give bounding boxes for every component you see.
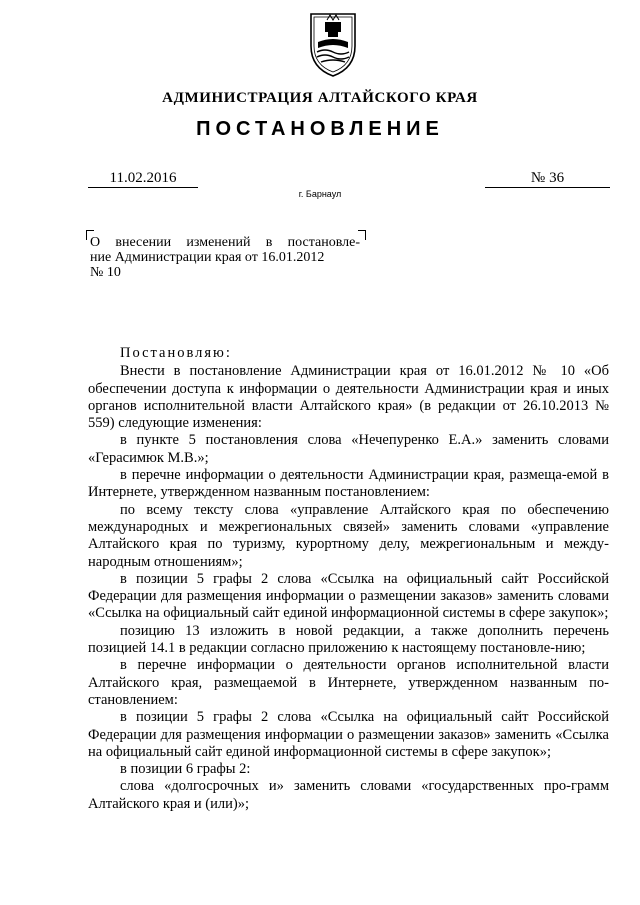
body-paragraph: в позиции 6 графы 2: (120, 761, 251, 778)
organization-name: АДМИНИСТРАЦИЯ АЛТАЙСКОГО КРАЯ (162, 90, 478, 106)
body-paragraph: в позиции 5 графы 2 слова «Ссылка на официальный сайт Российской Федерации для размещения информации о размещении заказов» заменить «Ссылка на официальный сайт единой информационной системы в сфере закупок»; (88, 709, 609, 760)
document-date: 11.02.2016 (88, 169, 198, 188)
body-paragraph: в позиции 5 графы 2 слова «Ссылка на официальный сайт Российской Федерации для размещения информации о размещении заказов» заменить словами «Ссылка на официальный сайт единой информационной системы в сфере закупок»; (88, 570, 609, 622)
coat-of-arms-emblem (303, 8, 363, 80)
body-paragraph: позицию 13 изложить в новой редакции, а также дополнить перечень позицией 14.1 в редакции согласно приложению к настоящему постановле-нию; (88, 622, 609, 657)
document-body (88, 345, 609, 813)
body-paragraph: в перечне информации о деятельности Администрации края, размеща-емой в Интернете, утвержденном названным постановлением: (88, 467, 609, 501)
document-number (485, 169, 610, 188)
subject-line: ние Администрации края от 16.01.2012 (90, 250, 325, 265)
decree-word: Постановляю: (120, 345, 232, 361)
city-label: г. Барнаул (298, 189, 342, 199)
body-paragraph: слова «долгосрочных и» заменить словами «государственных про-грамм Алтайского края и (или)»; (88, 778, 609, 812)
number-sign: № (530, 170, 546, 186)
subject-block (90, 235, 360, 280)
body-paragraph: Внести в постановление Администрации края от 16.01.2012 № 10 «Об обеспечении доступа к информации о деятельности Администрации края и иных органов исполнительной власти Алтайского края» (в редакции от 26.10.2013 № 559) следующие изменения: (88, 363, 609, 432)
number-value: 36 (549, 170, 565, 186)
body-paragraph: в пункте 5 постановления слова «Нечепуренко Е.А.» заменить словами «Герасимюк М.В.»; (88, 432, 609, 466)
document-type: ПОСТАНОВЛЕНИЕ (196, 118, 444, 140)
body-paragraph: по всему тексту слова «управление Алтайского края по обеспечению международных и межрегиональных связей» заменить словами «управление Алтайского края по туризму, курортному делу, межрегиональным и между-народным отношениям»; (88, 501, 609, 570)
body-paragraph: в перечне информации о деятельности органов исполнительной власти Алтайского края, размещаемой в Интернете, утвержденном названным по-становлением: (88, 657, 609, 708)
subject-line: О внесении изменений в постановле- (90, 235, 360, 250)
subject-line: № 10 (90, 265, 121, 280)
